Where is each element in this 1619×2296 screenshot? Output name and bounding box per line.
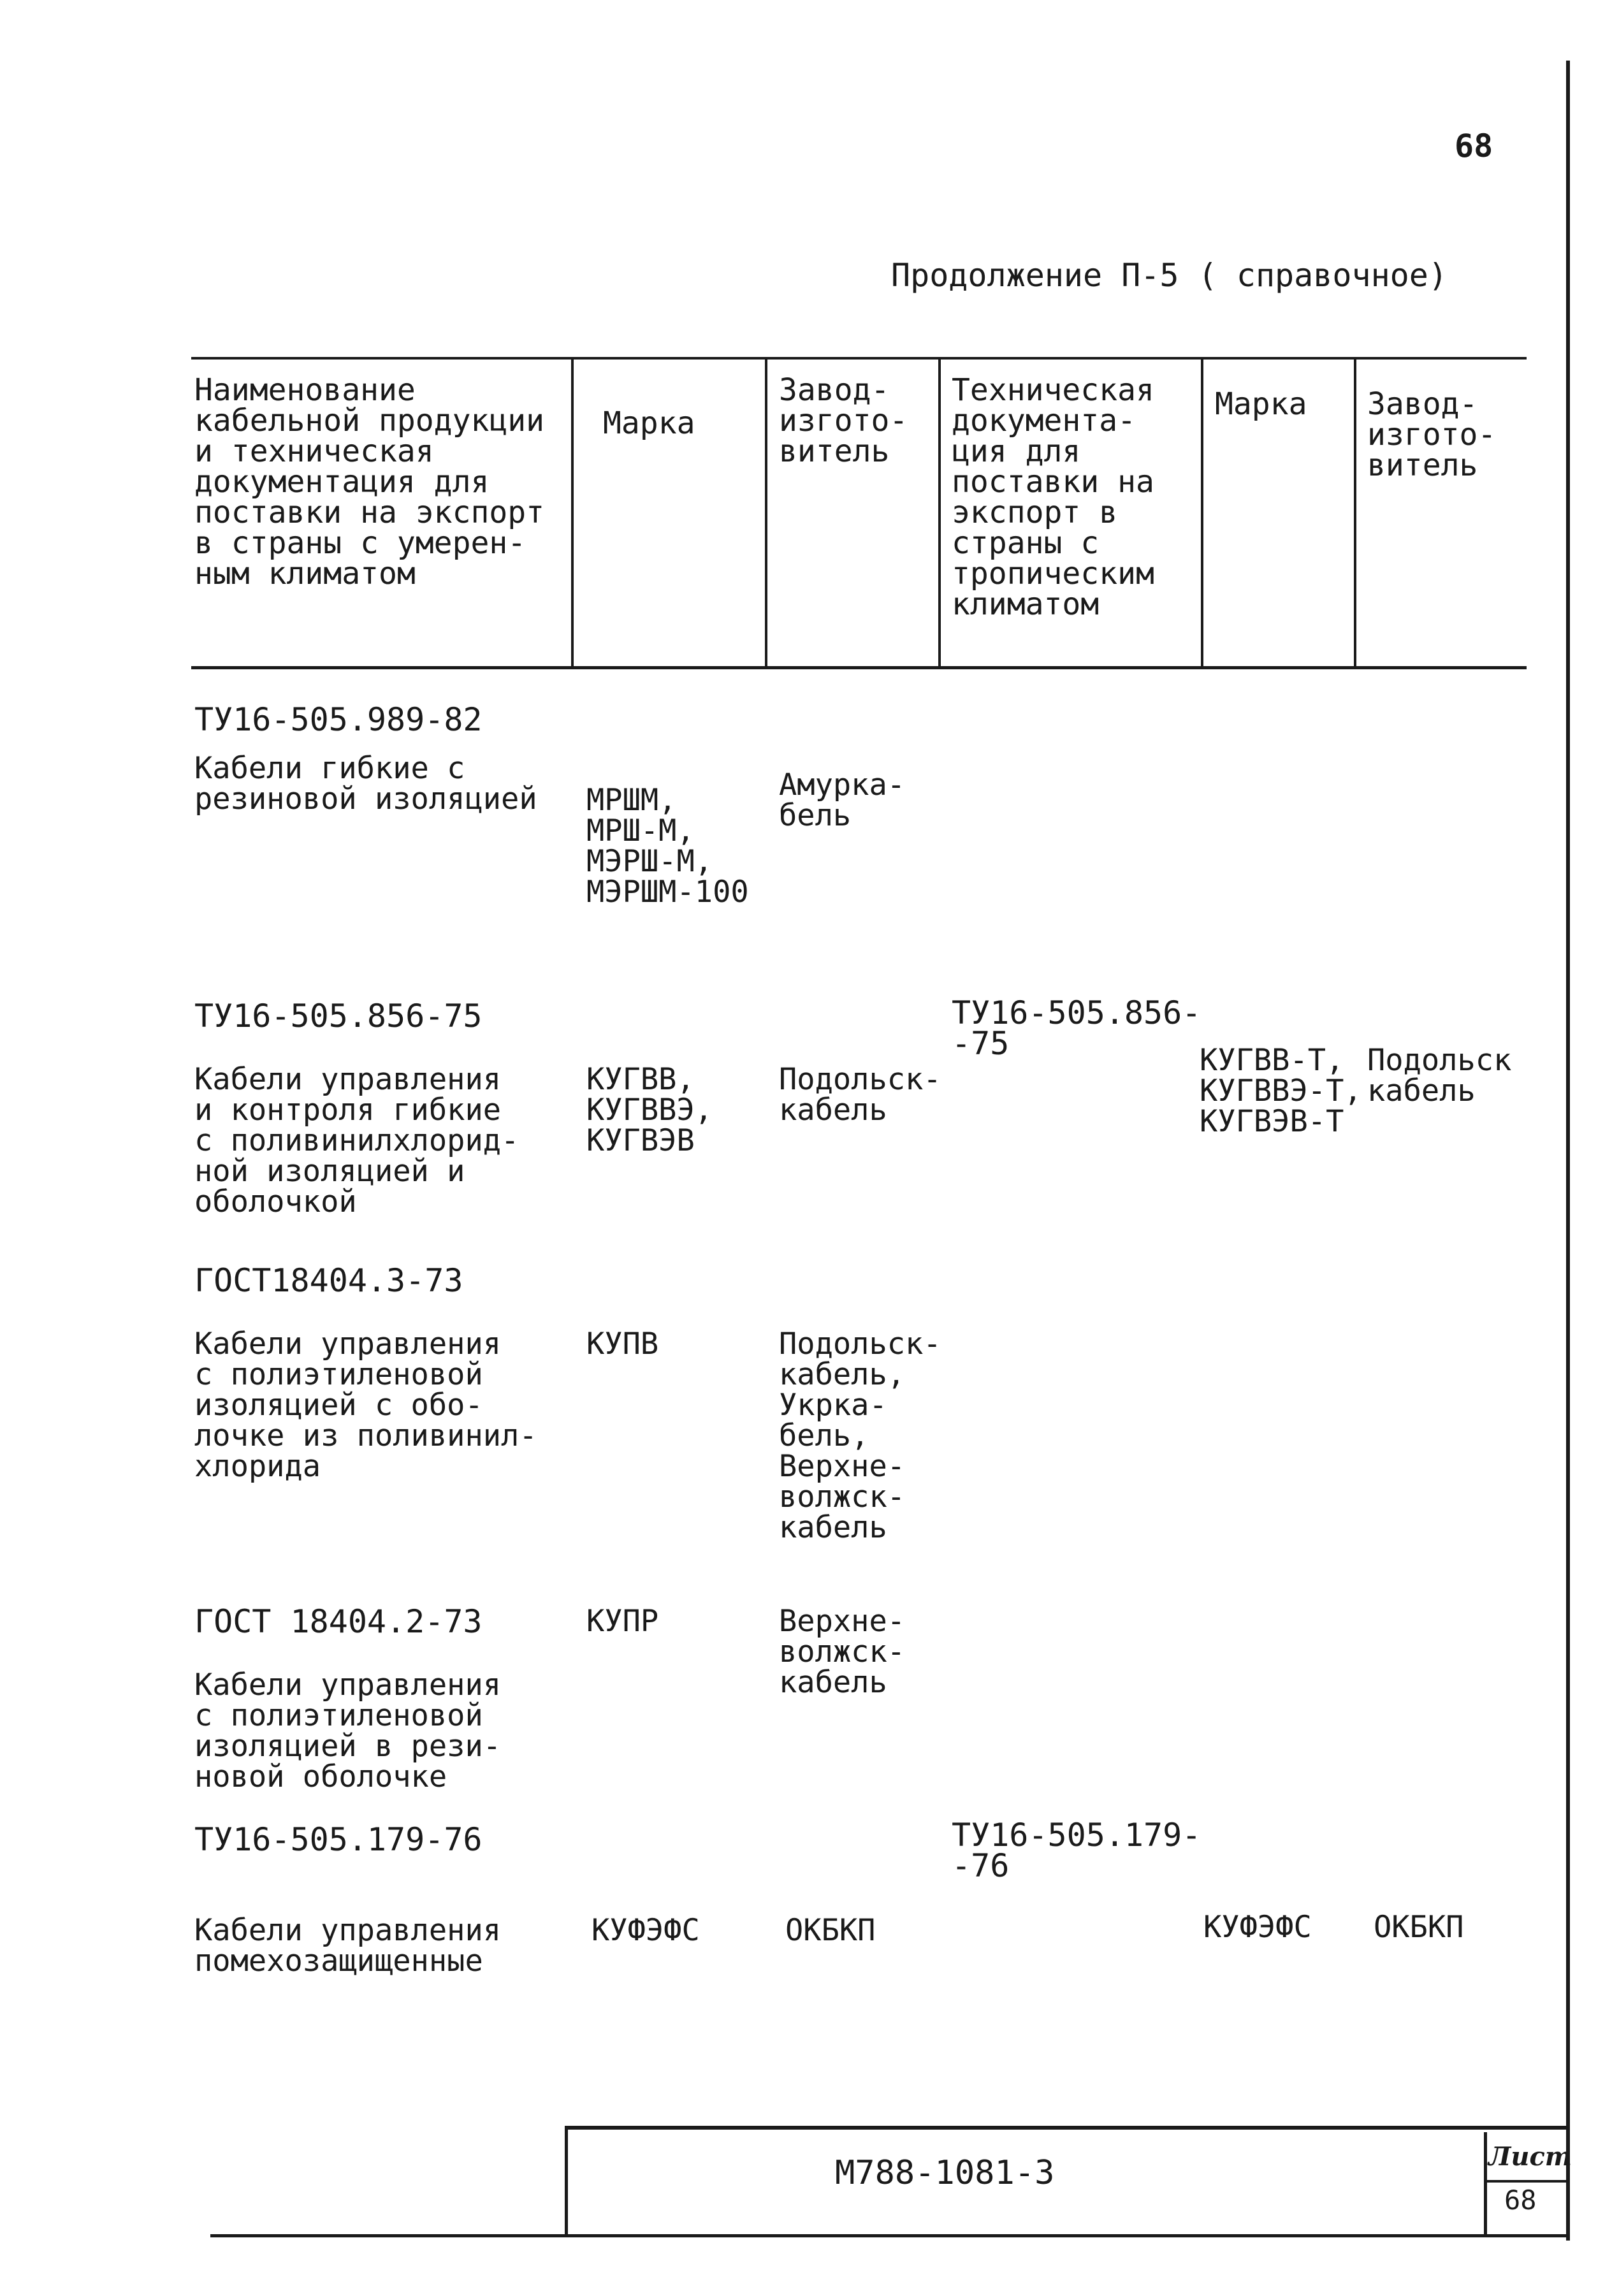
row-2-maker: Подольск- кабель [779,1062,941,1128]
header-divider-2 [765,358,767,668]
header-divider-4 [1201,358,1203,668]
header-mark-column: Марка [603,405,695,441]
row-2-tropical-maker: Подольск кабель [1367,1043,1512,1108]
header-tropical-mark-column: Марка [1215,386,1307,422]
row-1-maker: Амурка- бель [779,767,906,833]
header-divider-3 [938,358,941,668]
row-2-spec-code: ТУ16-505.856-75 [194,998,483,1035]
header-divider-5 [1354,358,1356,668]
sheet-label: Лист [1488,2142,1572,2172]
header-name-column: Наименование кабельной продукции и техническая документация для поставки на экспорт в страны с умерен- ным климатом [194,372,545,592]
stamp-sheet-rule [1485,2180,1568,2183]
document-code: М788-1081-3 [835,2154,1055,2192]
row-5-tropical-maker: ОКБКП [1374,1910,1464,1945]
row-4-spec-code: ГОСТ 18404.2-73 [194,1603,483,1640]
continuation-title: Продолжение П-5 ( справочное) [891,257,1448,294]
stamp-bottom-rule [210,2234,1568,2237]
row-5-marks: КУФЭФС [592,1913,700,1948]
row-3-spec-code: ГОСТ18404.3-73 [194,1262,463,1299]
stamp-left-rule [565,2126,568,2237]
row-2-tropical-marks: КУГВВ-Т, КУГВВЭ-Т, КУГВЭВ-Т [1200,1043,1362,1139]
row-5-spec-code: ТУ16-505.179-76 [194,1821,483,1858]
row-3-maker: Подольск- кабель, Укрка- бель, Верхне- волжск- кабель [779,1326,941,1545]
row-3-product-name: Кабели управления с полиэтиленовой изоляцией с обо- лочке из поливинил- хлорида [194,1326,537,1484]
header-top-rule [191,357,1527,360]
header-tropical-doc-column: Техническая документа- ция для поставки на экспорт в страны с тропическим климатом [952,372,1154,622]
row-2-product-name: Кабели управления и контроля гибкие с поливинилхлорид- ной изоляцией и оболочкой [194,1062,519,1219]
row-1-marks: МРШМ, МРШ-М, МЭРШ-М, МЭРШМ-100 [586,783,749,910]
row-4-maker: Верхне- волжск- кабель [779,1604,906,1700]
row-1-spec-code: ТУ16-505.989-82 [194,701,483,738]
row-5-product-name: Кабели управления помехозащищенные [194,1913,502,1979]
header-maker-column: Завод- изгото- витель [779,372,908,469]
row-5-maker: ОКБКП [785,1913,876,1948]
header-bottom-rule [191,666,1527,669]
row-5-tropical-doc: ТУ16-505.179- -76 [952,1817,1202,1884]
header-tropical-maker-column: Завод- изгото- витель [1367,386,1497,483]
row-4-product-name: Кабели управления с полиэтиленовой изоляцией в рези- новой оболочке [194,1668,502,1794]
header-divider-1 [571,358,574,668]
stamp-sheet-divider [1484,2132,1487,2237]
stamp-top-rule [565,2126,1568,2130]
row-2-marks: КУГВВ, КУГВВЭ, КУГВЭВ [586,1062,713,1158]
row-4-marks: КУПР [586,1604,659,1639]
row-1-product-name: Кабели гибкие с резиновой изоляцией [194,751,537,817]
row-2-tropical-doc: ТУ16-505.856- -75 [952,994,1202,1062]
row-3-marks: КУПВ [586,1326,659,1362]
right-border-line [1566,61,1570,2241]
page-number: 68 [1455,127,1493,164]
sheet-number: 68 [1504,2184,1537,2216]
row-5-tropical-marks: КУФЭФС [1203,1910,1312,1945]
